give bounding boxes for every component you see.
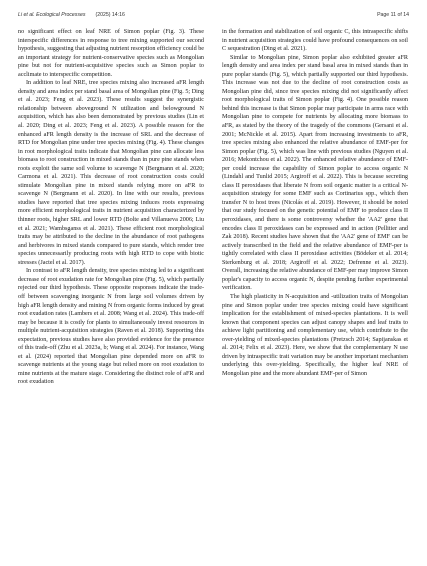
page-number: Page 11 of 14 bbox=[377, 12, 409, 18]
paragraph: Similar to Mongolian pine, Simon poplar also exhibited greater aFR length density and area index per stand basal area in mixed stands than in pure poplar stands (Fig. 5), which partially supported our third hypothesis. This increase was not due to the decline of root construction costs as Mongolian pine did, since tree species mixing did not significantly affect root morphological traits of Simon poplar (Fig. 4). One possible reason behind this increase is that Simon poplar may participate in arms race with Mongolian pine to compete for nutrients by allocating more biomass to aFR, as stated by the theory of the tragedy of the commons (Gersani et al. 2001; McNickle et al. 2015). Apart from increasing investments to aFR, tree species mixing also enhanced the relative abundance of EMF-per for Simon poplar (Fig. 5), which was line with previous studies (Nguyen et al. 2016; Mekontchou et al. 2022). The enhanced relative abundance of EMF-per could increase the capability of Simon poplar to access organic N (Lindahl and Tunlid 2015; Argiroff et al. 2022). This is because secreting class II peroxidases that liberate N from soil organic matter is a critical N-acquisition strategy for some EMF such as Cortinarius spp., which then transfer N to host trees (Nicolás et al. 2019). However, it should be noted that our study focused on the genetic potential of EMF to produce class II peroxidases, and there is some controversy whether the 'AA2' gene that encodes class II peroxidases can be expressed and in action (Pellitier and Zak 2018). Recent studies have shown that the 'AA2' gene of EMF can be actively transcribed in the field and the relative abundance of EMF-per is tightly correlated with class II peroxidase activities (Bödeker et al. 2014; Sterkenburg et al. 2018; Argiroff et al. 2022; Defrenne et al. 2023). Overall, increasing the relative abundance of EMF-per may improve Simon poplar's capacity to access organic N, despite pending further experimental verification. bbox=[222, 54, 408, 292]
right-column bbox=[222, 28, 408, 378]
left-column bbox=[18, 28, 204, 387]
paragraph: In addition to leaf NRE, tree species mixing also increased aFR length density and area index per stand basal area of Mongolian pine (Fig. 5; Ding et al. 2023; Feng et al. 2023). These results suggest the synergistic relationship between aboveground N utilization and belowground N acquisition, which has also been demonstrated by previous studies (Lin et al. 2020; Ding et al. 2023; Feng et al. 2023). A possible reason for the enhanced aFR length density is the increase of SRL and the decrease of RTD for Mongolian pine under tree species mixing (Fig. 4). These changes in root morphological traits indicate that Mongolian pine can allocate less biomass to root construction in mixed stands than in pure pine stands when roots exploit the same soil volume to scavenge N (Bergmann et al. 2020; Carmona et al. 2021). This decrease of root construction costs could stimulate Mongolian pine in mixed stands relying more on aFR to scavenge N (Bergmann et al. 2020). In line with our results, previous studies have reported that tree species mixing induces roots expressing more efficient morphological traits in nutrient acquisition characterized by thinner roots, higher SRL and lower RTD (Bolte and Villanueva 2006; Liu et al. 2021; Wambsganss et al. 2021). These efficient root morphological traits may be attributed to the decline in the abundance of root pathogens and herbivores in mixed stands compared to pure stands, which render tree species unnecessarily producing roots with high RTD to cope with biotic stresses (Jactel et al. 2017). bbox=[18, 80, 204, 266]
paragraph: no significant effect on leaf NRE of Simon poplar (Fig. 3). These interspecific differences in response to tree mixing supported our second hypothesis, suggesting that adjusting nutrient resorption efficiency could be an important strategy for nutrient-conservative species such as Mongolian pine but not for nutrient-acquisitive species such as Simon poplar to acclimate to interspecific competition. bbox=[18, 29, 204, 78]
volume-year: (2025) 14:16 bbox=[95, 12, 125, 18]
journal-citation: Li et al. Ecological Processes bbox=[18, 12, 86, 18]
paragraph: in the formation and stabilization of soil organic C, this intraspecific shifts in nutrient acquisition strategies could have profound consequences on soil C sequestration (Ding et al. 2021). bbox=[222, 29, 408, 53]
running-header bbox=[18, 12, 125, 18]
paragraph: In contrast to aFR length density, tree species mixing led to a significant decrease of root exudation rate for Mongolian pine (Fig. 5), which partially rejected our third hypothesis. These opposite responses indicate the trade-off between scavenging inorganic N from large soil volumes driven by high aFR length density and mining N from organic forms induced by great root exudation rates (Lambers et al. 2008; Wang et al. 2024). This trade-off may be because it is costly for plants to simultaneously invest resources in multiple nutrient-acquisition strategies (Raven et al. 2018). Supporting this expectation, previous studies have also provided evidence for the presence of this trade-off (Zhu et al. 2023a, b; Wang et al. 2024). For instance, Wang et al. (2024) reported that Mongolian pine depended more on aFR to scavenge nutrients at the young stage but relied more on root exudation to mine nutrients at the mature stage. Considering the distinct role of aFR and root exudation bbox=[18, 268, 204, 386]
paragraph: The high plasticity in N-acquisition and -utilization traits of Mongolian pine and Simon poplar under tree species mixing could have significant implication for the establishment of mixed-species plantations. It is well known that component species can adjust canopy shapes and leaf traits to achieve light partitioning and complementary use, which contribute to the over-yielding of mixed-species plantations (Pretzsch 2014; Sapijanskas et al. 2014; Felix et al. 2023). Here, we show that the complementary N use driven by intraspecific trait variation may be another important mechanism underlying this over-yielding. Specifically, the higher leaf NRE of Mongolian pine and the more abundant EMF-per of Simon bbox=[222, 293, 408, 377]
